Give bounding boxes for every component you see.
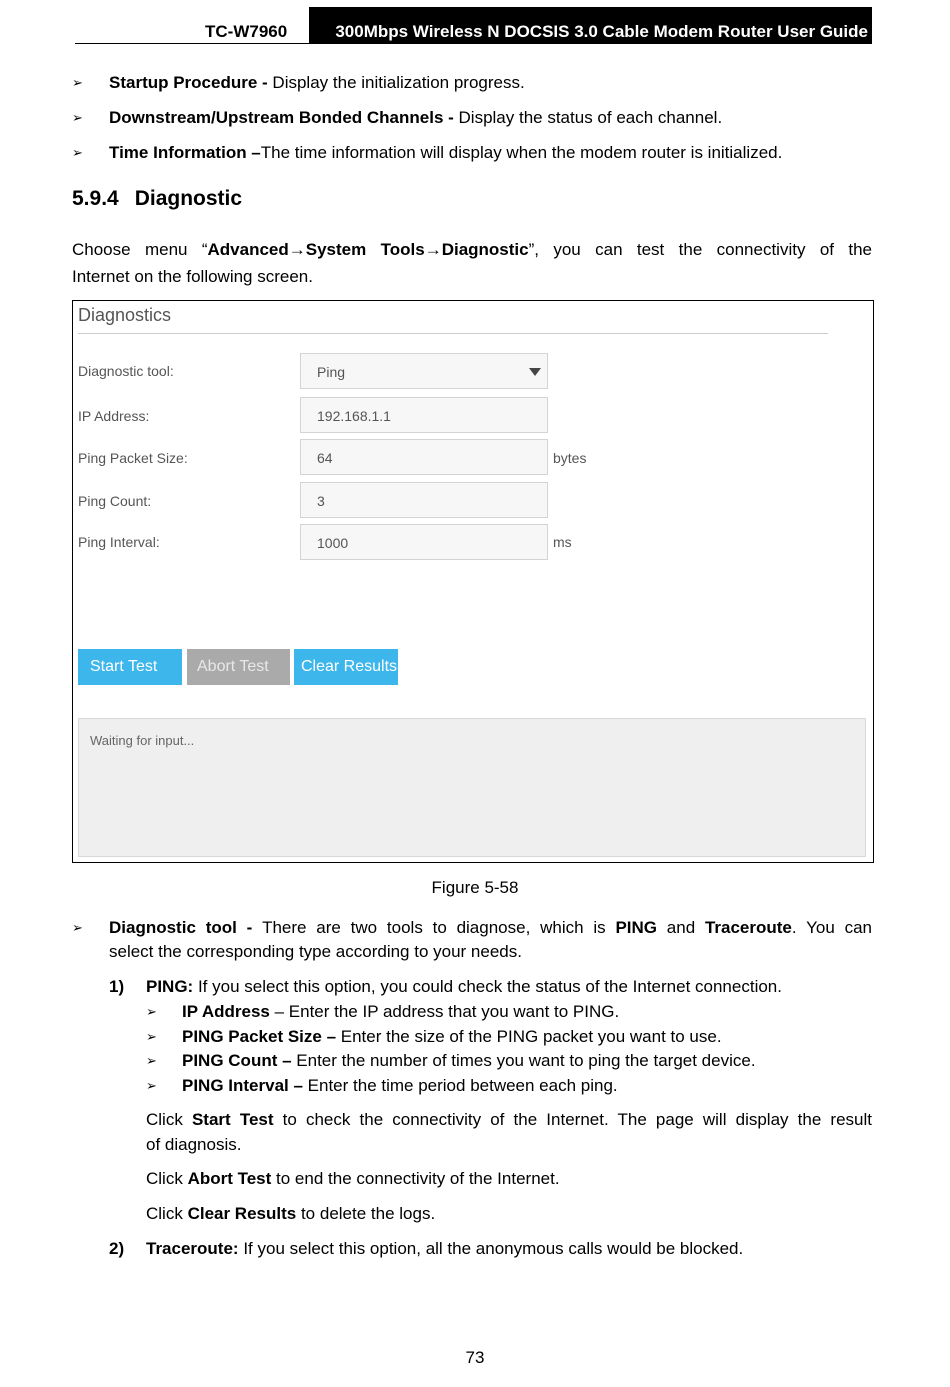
bullet-term: Time Information – bbox=[109, 143, 261, 162]
header-model: TC-W7960 bbox=[205, 22, 288, 41]
ping-packet-size-input[interactable] bbox=[300, 439, 548, 475]
click-post: to check the connectivity of the Internet. The page will display the result bbox=[273, 1110, 872, 1129]
sub-text: Enter the number of times you want to ping the target device. bbox=[291, 1051, 756, 1070]
term-abort-test: Abort Test bbox=[187, 1169, 272, 1188]
bullet-glyph: ➢ bbox=[146, 1053, 157, 1068]
intro-line-2: Internet on the following screen. bbox=[72, 267, 313, 286]
bullet-diagnostic-tool bbox=[72, 916, 872, 964]
term-start-test: Start Test bbox=[191, 1110, 274, 1129]
click-start-test-paragraph bbox=[146, 1107, 872, 1157]
diagnostic-tool-select[interactable] bbox=[300, 353, 548, 389]
sub-term: IP Address bbox=[182, 1002, 270, 1021]
header-guide-title bbox=[309, 7, 872, 44]
intro-post: ”, you can test the connectivity of the bbox=[528, 240, 872, 259]
diagnostics-figure bbox=[72, 300, 874, 863]
list-text: If you select this option, all the anonymous calls would be blocked. bbox=[238, 1239, 744, 1258]
bullet-glyph: ➢ bbox=[72, 110, 83, 125]
clear-results-button[interactable]: Clear Results bbox=[294, 649, 398, 685]
figure-caption: Figure 5-58 bbox=[431, 878, 519, 897]
diagnostic-tool-value: Ping bbox=[317, 364, 346, 380]
bullet-glyph: ➢ bbox=[72, 920, 83, 935]
abort-test-button[interactable]: Abort Test bbox=[187, 649, 290, 685]
ping-interval-input[interactable] bbox=[300, 524, 548, 560]
sub-bullet-ping-interval bbox=[146, 1074, 872, 1098]
sub-term: PING Count – bbox=[182, 1051, 292, 1070]
click-post: to end the connectivity of the Internet. bbox=[271, 1169, 560, 1188]
diag-line-2: select the corresponding type according to your needs. bbox=[109, 942, 522, 961]
click-pre: Click bbox=[146, 1110, 192, 1129]
bullet-bonded-channels bbox=[72, 106, 872, 130]
diagnostics-title: Diagnostics bbox=[78, 305, 172, 325]
sub-bullet-ping-packet-size bbox=[146, 1025, 872, 1049]
bullet-text: Display the initialization progress. bbox=[272, 73, 525, 92]
bullet-glyph: ➢ bbox=[146, 1004, 157, 1019]
page-number: 73 bbox=[465, 1348, 485, 1367]
ip-address-label: IP Address: bbox=[78, 408, 150, 424]
bullet-glyph: ➢ bbox=[146, 1078, 157, 1093]
section-title: Diagnostic bbox=[134, 187, 243, 210]
diag-and: and bbox=[657, 918, 705, 937]
intro-paragraph bbox=[72, 236, 872, 290]
ip-address-value: 192.168.1.1 bbox=[317, 408, 391, 424]
list-number: 2) bbox=[109, 1239, 125, 1258]
click-pre: Click bbox=[146, 1169, 188, 1188]
ping-interval-label: Ping Interval: bbox=[78, 534, 160, 550]
bullet-term: Startup Procedure - bbox=[109, 73, 273, 92]
ping-interval-value: 1000 bbox=[317, 535, 349, 551]
menu-arrow: → bbox=[424, 240, 442, 259]
sub-term: PING Interval – bbox=[182, 1076, 303, 1095]
chevron-down-icon bbox=[529, 368, 541, 376]
sub-text: – Enter the IP address that you want to PING. bbox=[269, 1002, 620, 1021]
click-start-line-1 bbox=[146, 1107, 872, 1132]
sub-bullet-ping-count bbox=[146, 1049, 872, 1073]
diagnostic-tool-label: Diagnostic tool: bbox=[78, 363, 174, 379]
menu-arrow: → bbox=[288, 240, 306, 259]
sub-bullet-ip-address bbox=[146, 1000, 872, 1024]
click-post: to delete the logs. bbox=[296, 1204, 436, 1223]
menu-advanced: Advanced bbox=[207, 240, 289, 259]
term-traceroute: Traceroute bbox=[704, 918, 792, 937]
bullet-text: The time information will display when the modem router is initialized. bbox=[260, 143, 783, 162]
ping-count-label: Ping Count: bbox=[78, 493, 152, 509]
diagnostic-log-output[interactable] bbox=[78, 718, 866, 857]
bullet-startup-procedure bbox=[72, 71, 872, 95]
ping-interval-unit: ms bbox=[553, 534, 572, 550]
intro-line-1 bbox=[72, 236, 872, 263]
log-placeholder: Waiting for input... bbox=[90, 733, 195, 748]
click-clear-results-paragraph bbox=[146, 1202, 435, 1226]
diag-line-1 bbox=[109, 916, 872, 940]
menu-diagnostic: Diagnostic bbox=[441, 240, 529, 259]
header-rule bbox=[75, 43, 311, 44]
bullet-term: Diagnostic tool - bbox=[109, 918, 263, 937]
ping-count-input[interactable] bbox=[300, 482, 548, 518]
title-divider bbox=[78, 333, 828, 334]
bullet-glyph: ➢ bbox=[72, 75, 83, 90]
diag-text-1: There are two tools to diagnose, which is bbox=[262, 918, 616, 937]
term-clear-results: Clear Results bbox=[187, 1204, 297, 1223]
ping-count-value: 3 bbox=[317, 493, 325, 509]
ip-address-input[interactable] bbox=[300, 397, 548, 433]
list-term: Traceroute: bbox=[146, 1239, 239, 1258]
sub-term: PING Packet Size – bbox=[182, 1027, 337, 1046]
click-pre: Click bbox=[146, 1204, 188, 1223]
ping-packet-size-label: Ping Packet Size: bbox=[78, 450, 188, 466]
intro-pre: Choose menu “ bbox=[72, 240, 208, 259]
bullet-text: Display the status of each channel. bbox=[458, 108, 723, 127]
list-item-traceroute bbox=[109, 1237, 872, 1261]
bullet-glyph: ➢ bbox=[72, 145, 83, 160]
diag-text-2: . You can bbox=[791, 918, 872, 937]
click-abort-test-paragraph bbox=[146, 1167, 560, 1191]
term-ping: PING bbox=[615, 918, 657, 937]
section-heading bbox=[72, 187, 242, 211]
bullet-glyph: ➢ bbox=[146, 1029, 157, 1044]
list-text: If you select this option, you could check the status of the Internet connection. bbox=[193, 977, 782, 996]
list-term: PING: bbox=[146, 977, 194, 996]
section-number: 5.9.4 bbox=[72, 187, 119, 210]
ping-packet-size-unit: bytes bbox=[553, 450, 587, 466]
start-test-button[interactable]: Start Test bbox=[78, 649, 182, 685]
bullet-term: Downstream/Upstream Bonded Channels - bbox=[109, 108, 459, 127]
list-number: 1) bbox=[109, 977, 125, 996]
header-guide-title-text: 300Mbps Wireless N DOCSIS 3.0 Cable Modem Router User Guide bbox=[335, 22, 868, 41]
menu-system-tools: System Tools bbox=[305, 240, 425, 259]
bullet-time-information bbox=[72, 141, 872, 165]
sub-text: Enter the time period between each ping. bbox=[302, 1076, 618, 1095]
sub-text: Enter the size of the PING packet you want to use. bbox=[336, 1027, 722, 1046]
list-item-ping bbox=[109, 975, 872, 999]
click-start-line-2: of diagnosis. bbox=[146, 1135, 242, 1154]
ping-packet-size-value: 64 bbox=[317, 450, 333, 466]
